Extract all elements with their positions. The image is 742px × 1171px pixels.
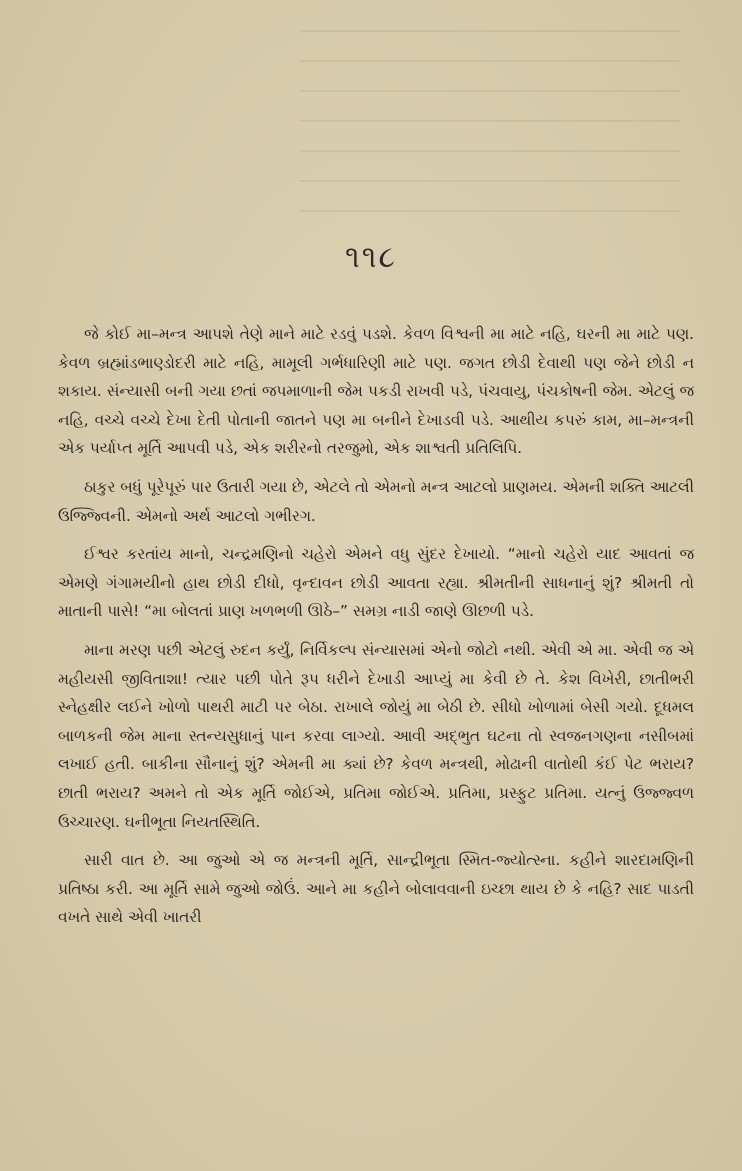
paragraph-3: ઈશ્વર કરતાંય માનો, ચન્દ્રમણિનો ચહેરો એમને વધુ સુંદર દેખાયો. “માનો ચહેરો યાદ આવતાં જ એમણે ગંગામયીનો હાથ છોડી દીધો, વૃન્દાવન છોડી આવતા રહ્યા. શ્રીમતીની સાધનાનું શું? શ્રીમતી તો માતાની પાસે! “મા બોલતાં પ્રાણ ખળભળી ઊઠે–” સમગ્ર નાડી જાણે ઊછળી પડે. [58, 545, 694, 621]
body-text [58, 320, 694, 942]
show-through-text [300, 30, 680, 230]
page-number: ૧૧૮ [345, 240, 397, 275]
paragraph-2: ઠાકુર બધું પૂરેપૂરું પાર ઉતારી ગયા છે, એટલે તો એમનો મન્ત્ર આટલો પ્રાણમય. એમની શક્તિ આટલી ઉજ્જ્વિની. એમનો અર્થ આટલો ગભીરગ. [58, 477, 694, 525]
paragraph-4: માના મરણ પછી એટલું રુદન કર્યું, નિર્વિકલ્પ સંન્યાસમાં એનો જોટો નથી. એવી એ મા. એવી જ એ મહીયસી જીવિતાશા! ત્યાર પછી પોતે રૂપ ધરીને દેખાડી આપ્યું મા કેવી છે તે. કેશ વિખેરી, છાતીભરી સ્નેહક્ષીર લઈને ખોળો પાથરી માટી પર બેઠા. રાખાલે જોયું મા બેઠી છે. સીધો ખોળામાં બેસી ગયો. દૂધમલ બાળકની જેમ માના સ્તન્યસુધાનું પાન કરવા લાગ્યો. આવી અદ્ભુત ઘટના તો સ્વજનગણના નસીબમાં લખાઈ હતી. બાકીના સૌનાનું શું? એમની મા ક્યાં છે? કેવળ મન્ત્રથી, મોઢાની વાતોથી કંઈ પેટ ભરાય? છાતી ભરાય? અમને તો એક મૂર્તિ જોઈએ, પ્રતિમા જોઈએ. પ્રતિમા, પ્રસ્ફુટ પ્રતિમા. યત્નું ઉજ્જ્વળ ઉચ્ચારણ. ઘનીભૂતા નિયતસ્થિતિ. [58, 640, 694, 831]
paragraph-5: સારી વાત છે. આ જુઓ એ જ મન્ત્રની મૂર્તિ, સાન્દ્રીભૂતા સ્મિત-જ્યોત્સ્ના. કહીને શારદામણિની પ્રતિષ્ઠા કરી. આ મૂર્તિ સામે જુઓ જોઉં. આને મા કહીને બોલાવવાની ઇચ્છા થાય છે કે નહિ? સાદ પાડતી વખતે સાથે એવી ખાતરી [58, 851, 694, 927]
paragraph-1: જે કોઈ મા–મન્ત્ર આપશે તેણે માને માટે રડવું પડશે. કેવળ વિશ્વની મા માટે નહિ, ઘરની મા માટે પણ. કેવળ બ્રહ્માંડભાણ્ડોદરી માટે નહિ, મામૂલી ગર્ભધારિણી માટે પણ. જગત છોડી દેવાથી પણ જેને છોડી ન શકાય. સંન્યાસી બની ગયા છતાં જપમાળાની જેમ પકડી રાખવી પડે, પંચવાયુ, પંચકોષની જેમ. એટલું જ નહિ, વચ્ચે વચ્ચે દેખા દેતી પોતાની જાતને પણ મા બનીને દેખાડવી પડે. આથીય કપરું કામ, મા–મન્ત્રની એક પર્યાપ્ત મૂર્તિ આપવી પડે, એક શરીરનો તરજુમો, એક શાશ્વતી પ્રતિલિપિ. [58, 325, 694, 458]
